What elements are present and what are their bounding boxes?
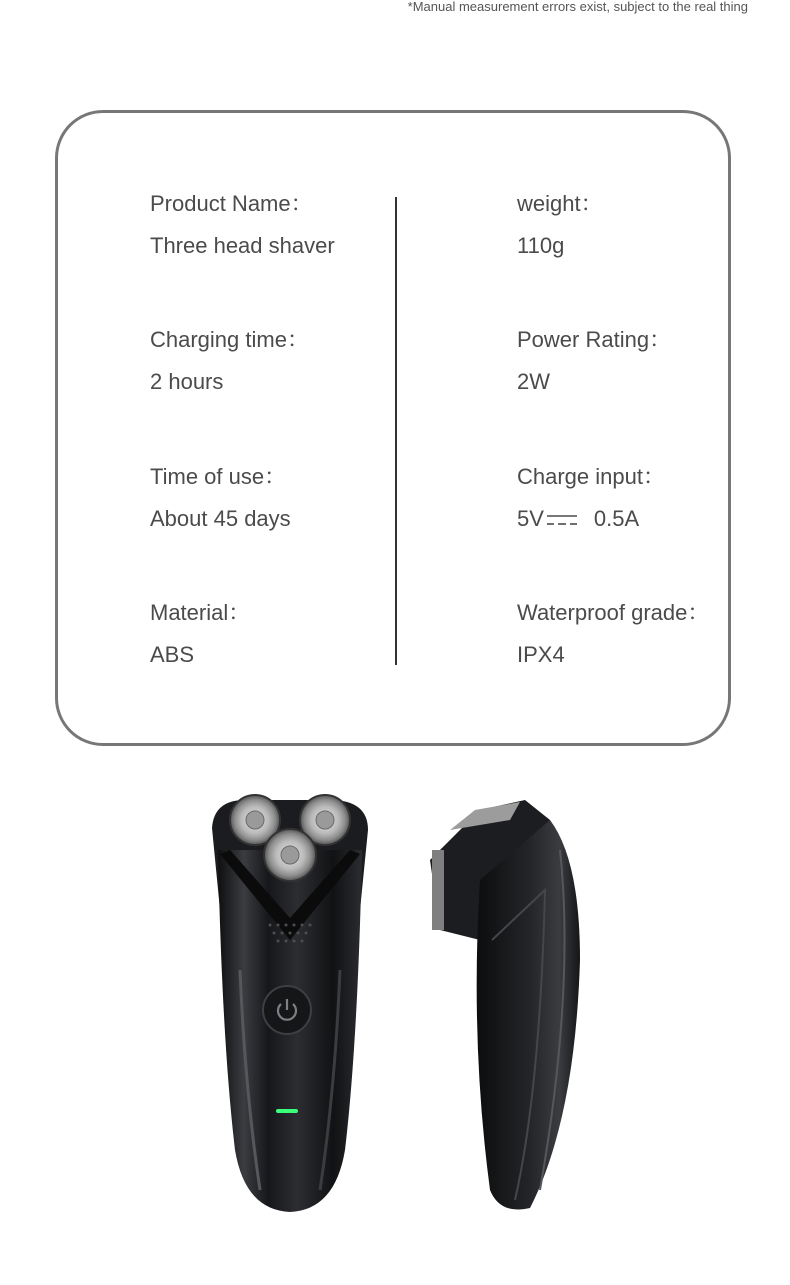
spec-value: 110g <box>517 233 565 258</box>
spec-label: Time of use： <box>150 464 287 489</box>
spec-value: IPX4 <box>517 642 565 667</box>
spec-time-of-use <box>150 464 291 532</box>
shaver-front-view <box>200 790 380 1220</box>
spec-label: Waterproof grade： <box>517 600 710 625</box>
shaver-side-view <box>420 790 590 1220</box>
spec-label: weight： <box>517 191 603 216</box>
spec-label: Product Name： <box>150 191 313 216</box>
spec-power-rating <box>517 327 671 395</box>
spec-charge-input <box>517 464 665 532</box>
power-icon <box>263 986 311 1034</box>
spec-weight <box>517 191 603 259</box>
spec-value: Three head shaver <box>150 233 335 258</box>
spec-value: ABS <box>150 642 195 667</box>
spec-label: Material： <box>150 600 251 625</box>
spec-label: Charge input： <box>517 464 665 489</box>
charge-voltage: 5V <box>517 506 544 531</box>
charge-current: 0.5A <box>593 506 640 531</box>
spec-value: 2W <box>517 369 550 394</box>
spec-value: About 45 days <box>150 506 291 531</box>
spec-value <box>517 506 665 532</box>
spec-value: 2 hours <box>150 369 224 394</box>
spec-label: Power Rating： <box>517 327 672 352</box>
dc-current-icon <box>546 513 578 527</box>
spec-material <box>150 600 250 668</box>
spec-charging-time <box>150 327 309 395</box>
spec-label: Charging time： <box>150 327 309 352</box>
spec-divider <box>395 197 397 665</box>
disclaimer-note: *Manual measurement errors exist, subject to the real thing <box>407 0 748 14</box>
spec-waterproof-grade <box>517 600 709 668</box>
spec-product-name <box>150 191 335 259</box>
